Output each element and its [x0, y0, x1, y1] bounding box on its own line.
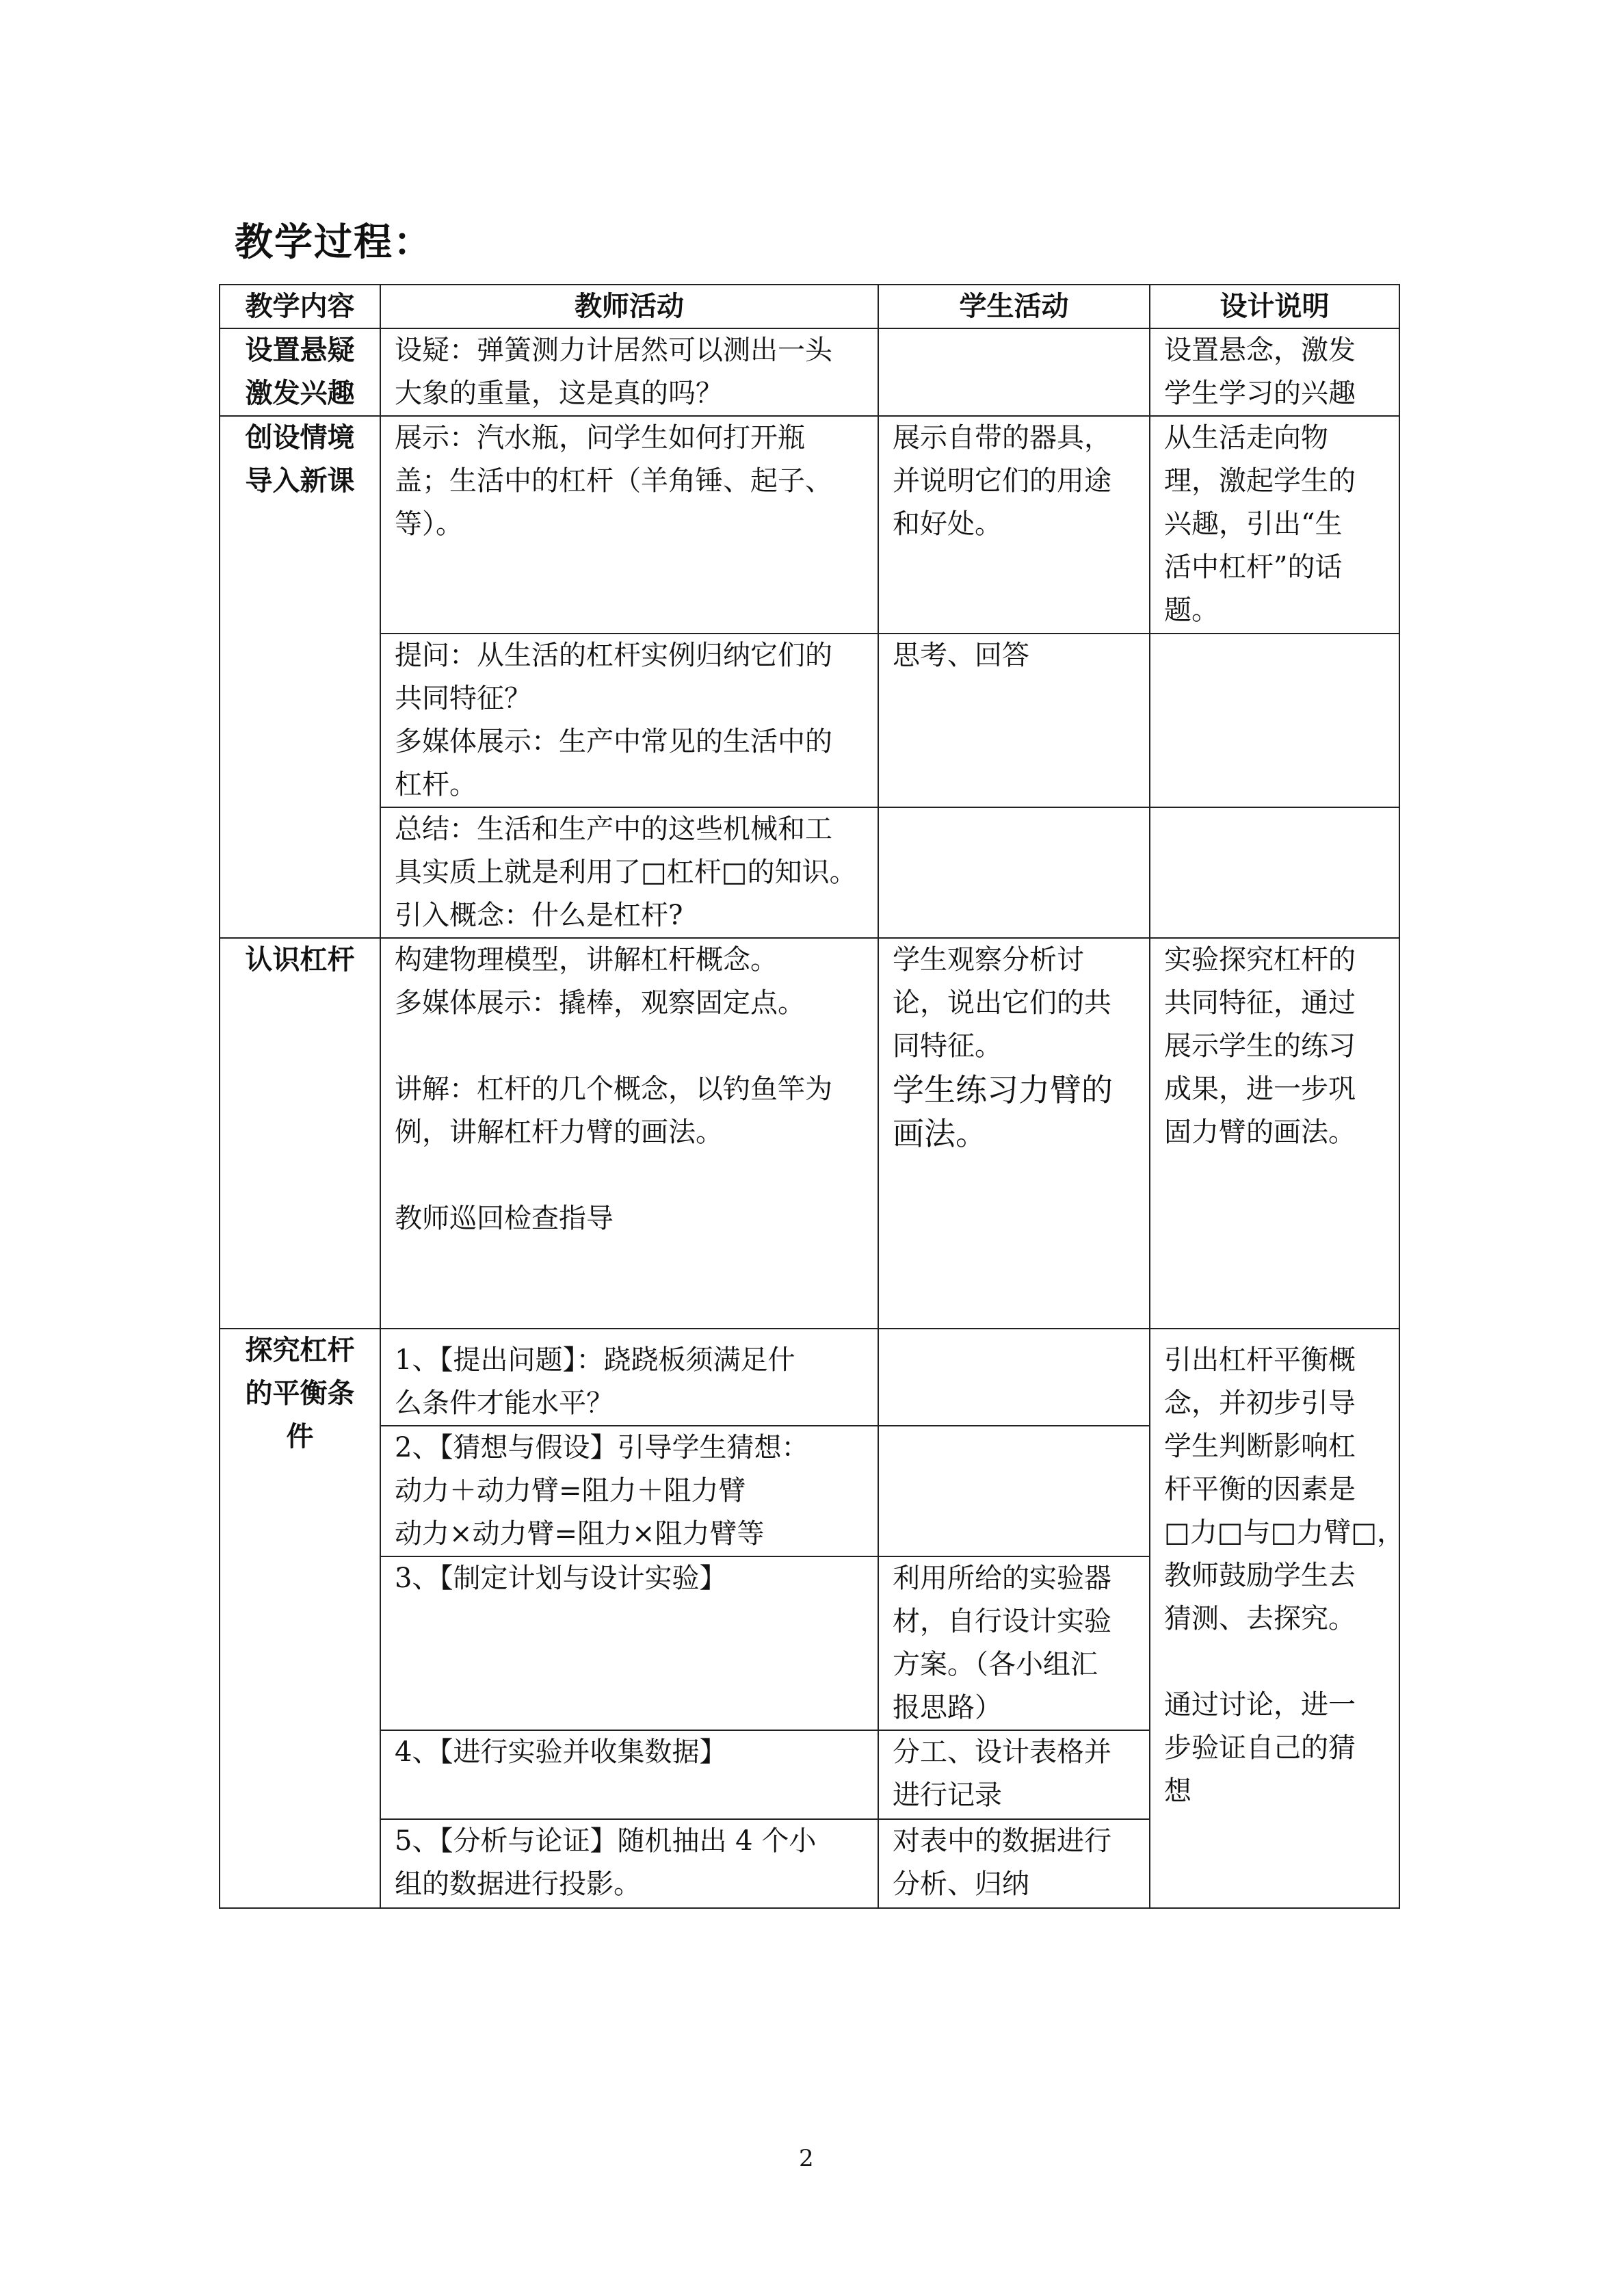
- student-cell: [878, 807, 1150, 938]
- design-cell: 实验探究杠杆的 共同特征，通过 展示学生的练习 成果，进一步巩 固力臂的画法。: [1150, 938, 1399, 1329]
- page-number: 2: [799, 2145, 814, 2172]
- student-cell: 思考、回答: [878, 634, 1150, 807]
- student-cell: 学生观察分析讨 论，说出它们的共 同特征。 学生练习力臂的 画法。: [878, 938, 1150, 1329]
- header-teacher: 教师活动: [380, 285, 878, 328]
- table-row: [220, 634, 1399, 807]
- category-cell: 设置悬疑 激发兴趣: [220, 328, 380, 416]
- header-content: 教学内容: [220, 285, 380, 328]
- table-row: [220, 416, 1399, 634]
- teacher-cell: 展示：汽水瓶，问学生如何打开瓶 盖；生活中的杠杆（羊角锤、起子、 等）。: [380, 416, 878, 634]
- teacher-cell: 4、【进行实验并收集数据】: [380, 1730, 878, 1819]
- table-header-row: [220, 285, 1399, 328]
- header-student: 学生活动: [878, 285, 1150, 328]
- table-row: [220, 328, 1399, 416]
- table-row: [220, 1329, 1399, 1426]
- table-row: [220, 807, 1399, 938]
- header-design: 设计说明: [1150, 285, 1399, 328]
- teacher-cell: 1、【提出问题】：跷跷板须满足什 么条件才能水平？: [380, 1329, 878, 1426]
- page-title: 教学过程：: [235, 220, 433, 265]
- category-cell: 探究杠杆 的平衡条 件: [220, 1329, 380, 1908]
- student-cell: 对表中的数据进行 分析、归纳: [878, 1819, 1150, 1908]
- student-cell: [878, 328, 1150, 416]
- student-cell: [878, 1329, 1150, 1426]
- student-cell: 展示自带的器具， 并说明它们的用途 和好处。: [878, 416, 1150, 634]
- table-row: [220, 938, 1399, 1329]
- teacher-cell: 3、【制定计划与设计实验】: [380, 1556, 878, 1730]
- student-cell: 分工、设计表格并 进行记录: [878, 1730, 1150, 1819]
- design-cell: [1150, 634, 1399, 807]
- teacher-cell: 2、【猜想与假设】引导学生猜想： 动力＋动力臂=阻力＋阻力臂 动力×动力臂=阻力×阻力臂等: [380, 1426, 878, 1556]
- teacher-cell: 构建物理模型，讲解杠杆概念。 多媒体展示：撬棒，观察固定点。 讲解：杠杆的几个概念，以钓鱼竿为 例，讲解杠杆力臂的画法。 教师巡回检查指导: [380, 938, 878, 1329]
- student-cell: [878, 1426, 1150, 1556]
- design-cell: 设置悬念，激发 学生学习的兴趣: [1150, 328, 1399, 416]
- design-cell: 从生活走向物 理，激起学生的 兴趣，引出“生 活中杠杆”的话 题。: [1150, 416, 1399, 634]
- teacher-cell: 5、【分析与论证】随机抽出 4 个小 组的数据进行投影。: [380, 1819, 878, 1908]
- teacher-cell: 设疑：弹簧测力计居然可以测出一头 大象的重量，这是真的吗？: [380, 328, 878, 416]
- teacher-cell: 总结：生活和生产中的这些机械和工 具实质上就是利用了□杠杆□的知识。 引入概念：什么是杠杆?: [380, 807, 878, 938]
- design-cell: [1150, 807, 1399, 938]
- category-cell: 认识杠杆: [220, 938, 380, 1329]
- category-cell: 创设情境 导入新课: [220, 416, 380, 938]
- student-cell: 利用所给的实验器 材，自行设计实验 方案。（各小组汇 报思路）: [878, 1556, 1150, 1730]
- teacher-cell: 提问：从生活的杠杆实例归纳它们的 共同特征？ 多媒体展示：生产中常见的生活中的 杠杆。: [380, 634, 878, 807]
- lesson-table: [219, 284, 1405, 1909]
- design-cell: 引出杠杆平衡概 念，并初步引导 学生判断影响杠 杆平衡的因素是 □力□与□力臂□， 教师鼓励学生去 猜测、去探究。 通过讨论，进一 步验证自己的猜 想: [1150, 1329, 1399, 1908]
